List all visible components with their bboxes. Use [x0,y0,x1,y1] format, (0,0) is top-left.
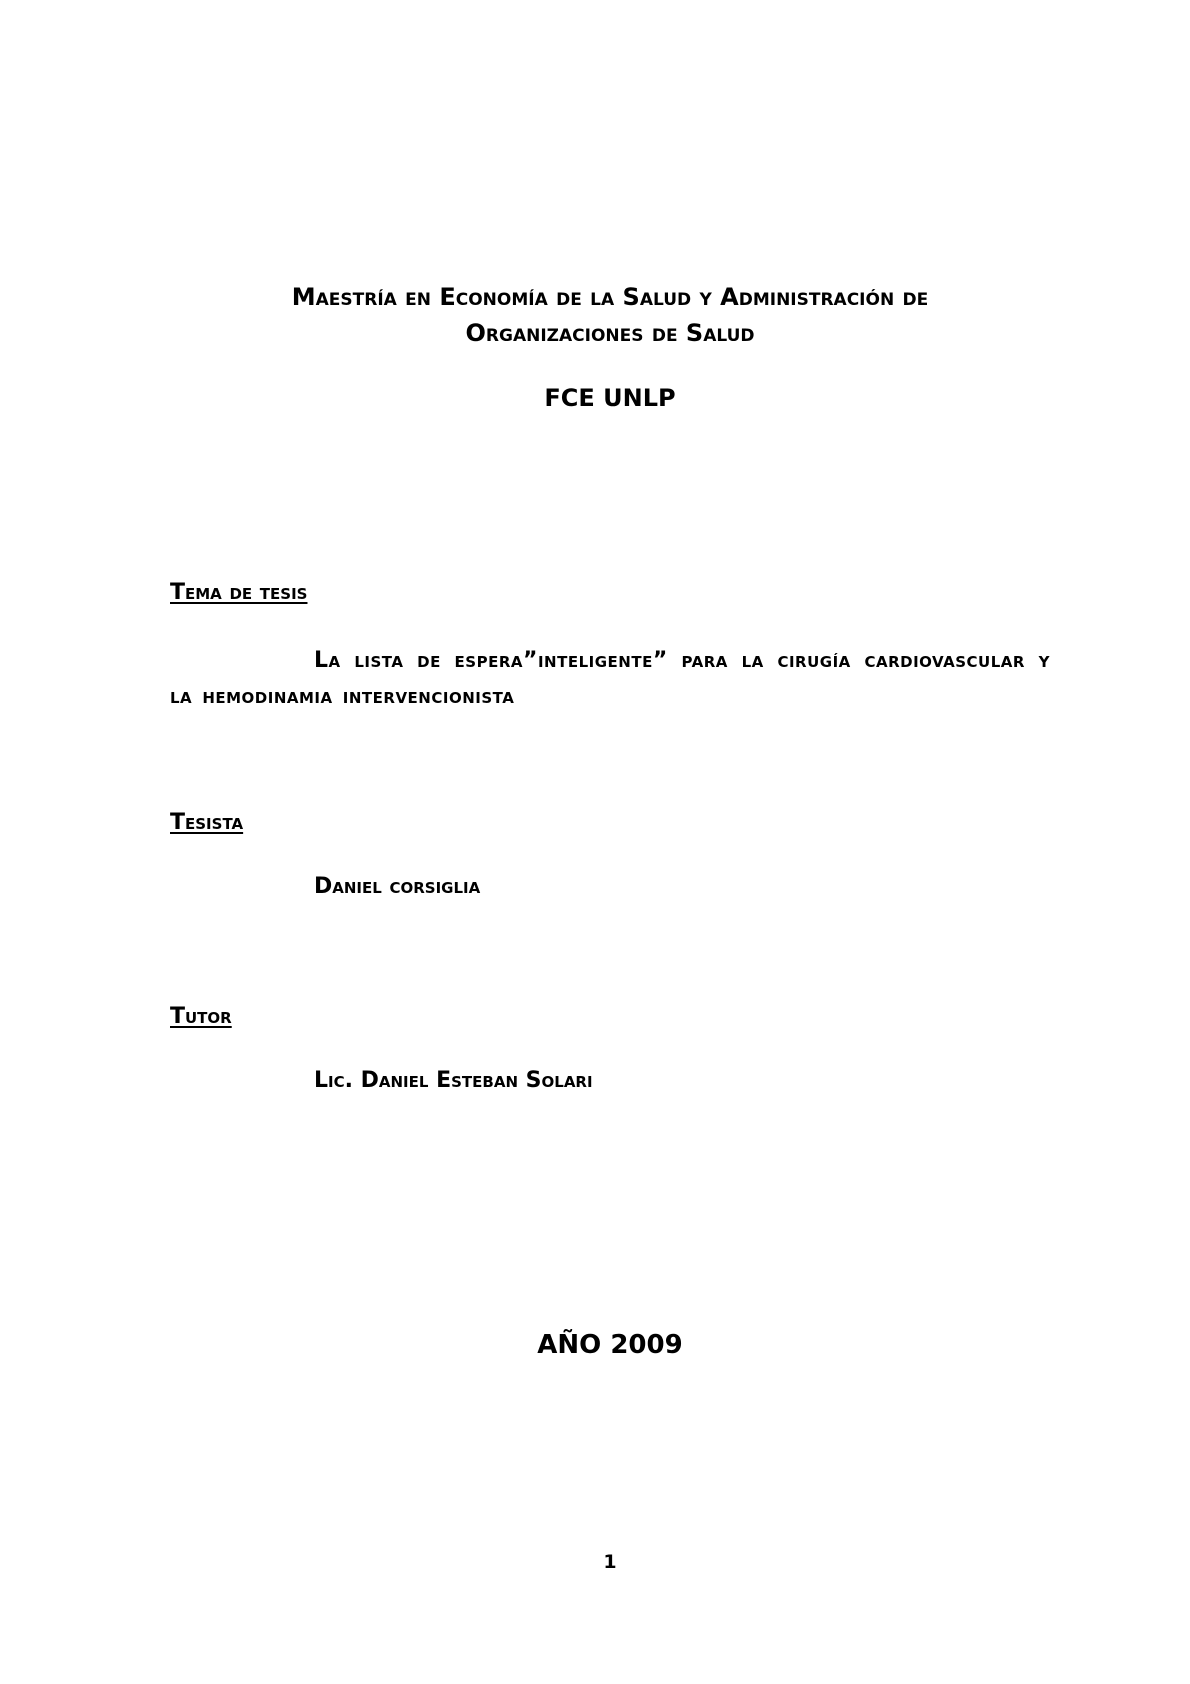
author-label: Tesista [170,810,244,835]
thesis-topic-label: Tema de tesis [170,580,308,605]
author-name: Daniel corsiglia [314,874,481,899]
tutor-label: Tutor [170,1004,232,1029]
program-title-line-1: Maestría en Economía de la Salud y Administración de [291,283,929,311]
tutor-name: Lic. Daniel Esteban Solari [314,1068,593,1093]
page-number: 1 [603,1551,617,1573]
program-title-line-2: Organizaciones de Salud [465,319,755,347]
thesis-topic-title: La lista de espera”inteligente” para la cirugía cardiovascular y la hemodinamia intervencionista [170,648,1050,709]
year: AÑO 2009 [537,1330,683,1360]
institution-name: FCE UNLP [544,384,676,412]
